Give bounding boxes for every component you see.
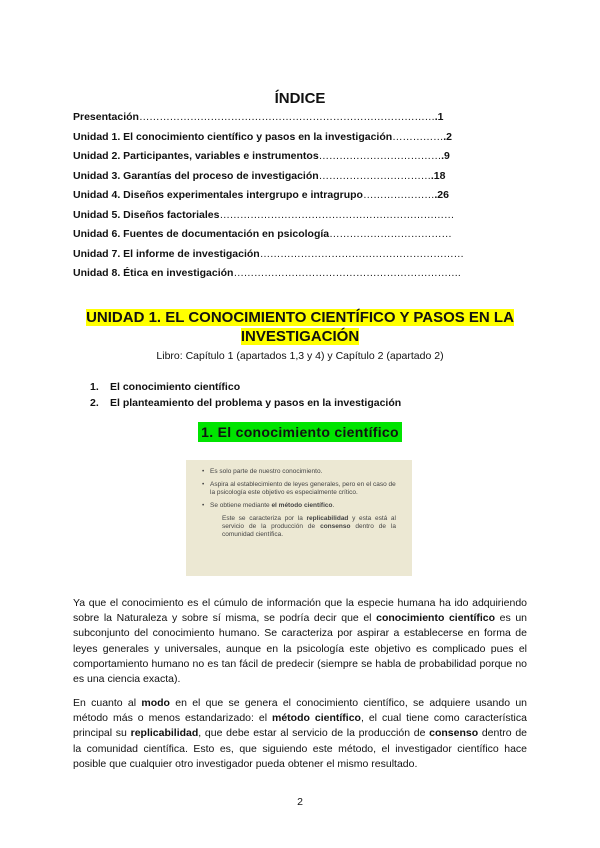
toc-item[interactable] bbox=[73, 130, 533, 150]
page-number: 2 bbox=[297, 796, 303, 808]
slide-sub-bold: replicabilidad bbox=[306, 515, 349, 522]
toc-item-dots: ……………………………… bbox=[329, 228, 452, 240]
toc-item-label: Unidad 5. Diseños factoriales bbox=[73, 208, 220, 221]
toc-item-label: Unidad 2. Participantes, variables e instrumentos bbox=[73, 150, 319, 162]
toc-item-dots: …………………………………………………………. bbox=[233, 267, 461, 279]
paragraph-text: En cuanto al bbox=[73, 697, 142, 709]
paragraph bbox=[73, 696, 527, 772]
paragraph bbox=[73, 596, 527, 687]
toc-item-page: .2 bbox=[443, 130, 452, 143]
toc-item-dots: …………… bbox=[392, 130, 444, 143]
paragraph-bold: consenso bbox=[429, 727, 479, 740]
toc-item-label: Unidad 7. El informe de investigación bbox=[73, 247, 260, 260]
paragraph-bold: replicabilidad bbox=[130, 727, 199, 740]
list-item bbox=[90, 380, 401, 396]
list-item bbox=[90, 396, 401, 412]
toc-item-page: .18 bbox=[430, 169, 446, 182]
toc-item-label: Unidad 6. Fuentes de documentación en psicología bbox=[73, 228, 330, 240]
paragraph-bold: método científico bbox=[272, 712, 361, 725]
toc-item[interactable] bbox=[73, 208, 533, 228]
toc-item-dots: …………………………………………………… bbox=[259, 247, 464, 260]
slide-bullet-text: Se obtiene mediante bbox=[210, 502, 272, 509]
toc-item[interactable] bbox=[73, 227, 533, 247]
slide-bullet: • Es solo parte de nuestro conocimiento. bbox=[202, 468, 402, 476]
slide-sub-text-part: y esta está al servicio de la producción de bbox=[222, 515, 396, 530]
slide-bullet-bold: el método científico bbox=[271, 502, 333, 509]
section-title bbox=[0, 424, 600, 442]
toc-item-dots: …………………………………………………………… bbox=[219, 208, 455, 221]
toc-item-page: .26 bbox=[434, 189, 449, 201]
toc-item-label: Unidad 1. El conocimiento científico y pasos en la investigación bbox=[73, 130, 393, 143]
toc-item[interactable] bbox=[73, 247, 533, 267]
table-of-contents bbox=[73, 110, 533, 286]
index-title: ÍNDICE bbox=[274, 90, 326, 107]
unit-heading bbox=[60, 308, 540, 346]
slide-image bbox=[186, 460, 412, 576]
toc-item-label: Unidad 4. Diseños experimentales intergrupo e intragrupo bbox=[73, 189, 363, 201]
paragraph-bold: conocimiento científico bbox=[376, 612, 496, 625]
paragraph-text: en el que se genera el conocimiento científico, se adquiere usando un método más o menos estandarizado: el bbox=[73, 697, 527, 725]
unit-contents-list bbox=[90, 380, 401, 412]
toc-item-label: Unidad 8. Ética en investigación bbox=[73, 267, 234, 279]
toc-item-label: Presentación bbox=[73, 111, 139, 123]
slide-sub-text bbox=[202, 515, 402, 539]
slide-bullet-text: . bbox=[332, 502, 335, 509]
paragraph-text: , el cual tiene como característica principal su bbox=[73, 712, 527, 740]
paragraph-text: Ya que el conocimiento es el cúmulo de información que la especie humana ha ido adquiriendo sobre la Naturaleza y sobre sí misma, se podría decir que el bbox=[73, 597, 527, 625]
paragraph-text: , que debe estar al servicio de la producción de bbox=[198, 727, 430, 740]
unit-heading-text: UNIDAD 1. EL CONOCIMIENTO CIENTÍFICO Y PASOS EN LA INVESTIGACIÓN bbox=[86, 309, 514, 345]
toc-item[interactable] bbox=[73, 188, 533, 208]
paragraph-bold: modo bbox=[141, 697, 170, 709]
list-item-number: 1. bbox=[90, 381, 99, 393]
toc-item[interactable] bbox=[73, 149, 533, 169]
book-reference: Libro: Capítulo 1 (apartados 1,3 y 4) y Capítulo 2 (apartado 2) bbox=[156, 350, 444, 362]
list-item-label: El conocimiento científico bbox=[110, 381, 241, 393]
list-item-label: El planteamiento del problema y pasos en la investigación bbox=[110, 397, 402, 409]
toc-item[interactable] bbox=[73, 110, 533, 130]
toc-item-dots: …………………………… bbox=[318, 169, 431, 182]
toc-item-page: .1 bbox=[434, 111, 444, 123]
paragraph-text: es un subconjunto del conocimiento humano. Se caracteriza por aspirar a establecerse en forma de leyes generales y universales, aunque en la psicología este objetivo es complicado pues el comportamiento humano no es tan fácil de predecir (siempre se habla de probabilidad porque no es una ciencia exacta). bbox=[73, 612, 527, 686]
toc-item-page: .9 bbox=[441, 150, 450, 162]
toc-item-dots: …………………………………………………………………………… bbox=[138, 111, 435, 123]
toc-item-label: Unidad 3. Garantías del proceso de investigación bbox=[73, 169, 319, 182]
list-item-number: 2. bbox=[90, 397, 99, 409]
paragraph-text: dentro de la comunidad científica. Esto es, que siguiendo este método, el investigador científico hace posible que cualquier otro investigador pueda obtener el mismo resultado. bbox=[73, 727, 527, 770]
section-title-text: 1. El conocimiento científico bbox=[198, 422, 402, 442]
slide-bullet: • Aspira al establecimiento de leyes generales, pero en el caso de la psicología este objetivo es especialmente crítico. bbox=[202, 481, 402, 497]
slide-sub-text-part: Este se caracteriza por la bbox=[222, 515, 307, 522]
slide-sub-bold: consenso bbox=[320, 523, 351, 530]
toc-item[interactable] bbox=[73, 169, 533, 189]
toc-item[interactable] bbox=[73, 266, 533, 286]
slide-bullet bbox=[202, 502, 402, 510]
toc-item-dots: ……………………………… bbox=[318, 150, 442, 162]
toc-item-dots: ………………… bbox=[362, 189, 435, 201]
slide-sub-text-part: dentro de la comunidad científica. bbox=[222, 523, 396, 538]
